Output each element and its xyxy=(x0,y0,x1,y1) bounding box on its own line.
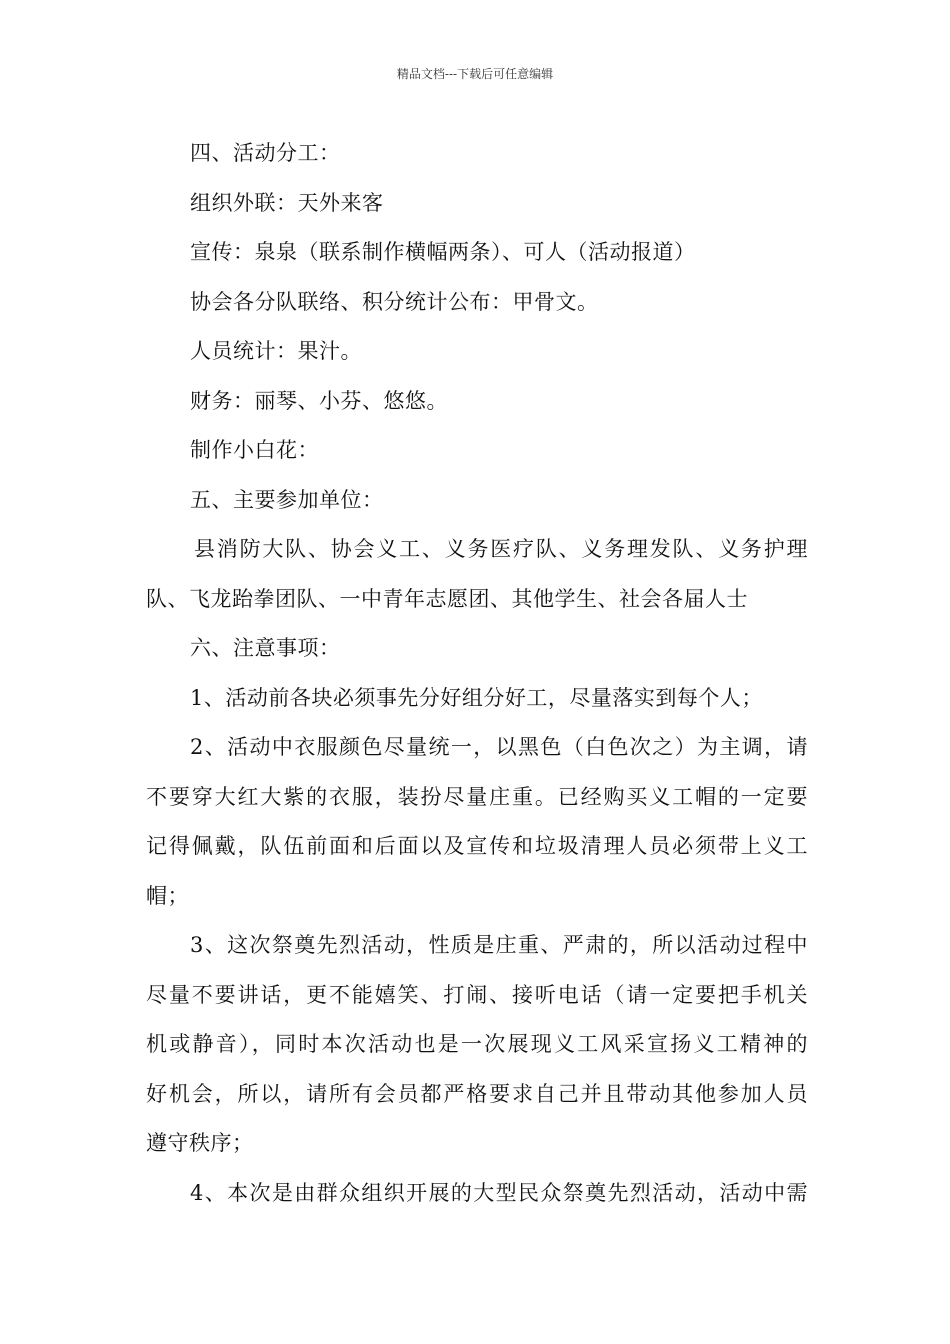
paragraph-line: 协会各分队联络、积分统计公布：甲骨文。 xyxy=(190,289,599,314)
paragraph-line: 组织外联：天外来客 xyxy=(190,190,384,215)
paragraph-line: 好机会，所以，请所有会员都严格要求自己并且带动其他参加人员 xyxy=(146,1081,808,1106)
paragraph-line: 宣传：泉泉（联系制作横幅两条）、可人（活动报道） xyxy=(190,240,696,264)
paragraph-line: 机或静音），同时本次活动也是一次展现义工风采宣扬义工精神的 xyxy=(146,1032,808,1056)
paragraph-line: 县消防大队、协会义工、义务医疗队、义务理发队、义务护理 xyxy=(194,537,808,561)
paragraph-line: 记得佩戴，队伍前面和后面以及宣传和垃圾清理人员必须带上义工 xyxy=(146,834,808,858)
paragraph-line: 人员统计：果汁。 xyxy=(190,339,362,363)
section-heading-notes: 六、注意事项： xyxy=(190,636,341,660)
paragraph-line: 财务：丽琴、小芬、悠悠。 xyxy=(190,388,448,413)
page-header: 精品文档---下载后可任意编辑 xyxy=(396,67,554,81)
paragraph-line: 1、活动前各块必须事先分好组分好工，尽量落实到每个人； xyxy=(190,685,763,710)
document-body xyxy=(146,129,808,1218)
paragraph-line: 4、本次是由群众组织开展的大型民众祭奠先烈活动，活动中需 xyxy=(190,1180,808,1205)
paragraph-line: 不要穿大红大紫的衣服，装扮尽量庄重。已经购买义工帽的一定要 xyxy=(146,784,808,809)
paragraph-line: 遵守秩序； xyxy=(146,1131,254,1155)
paragraph-line: 3、这次祭奠先烈活动，性质是庄重、严肃的，所以活动过程中 xyxy=(190,933,808,957)
paragraph-line: 制作小白花： xyxy=(190,438,319,462)
section-heading-participants: 五、主要参加单位： xyxy=(190,487,384,512)
paragraph-line: 尽量不要讲话，更不能嬉笑、打闹、接听电话（请一定要把手机关 xyxy=(146,982,808,1007)
paragraph-line: 队、飞龙跆拳团队、一中青年志愿团、其他学生、社会各届人士 xyxy=(146,586,748,611)
section-heading-division: 四、活动分工： xyxy=(190,141,341,165)
paragraph-line: 帽； xyxy=(146,883,189,908)
paragraph-line: 2、活动中衣服颜色尽量统一，以黑色（白色次之）为主调，请 xyxy=(190,735,808,759)
